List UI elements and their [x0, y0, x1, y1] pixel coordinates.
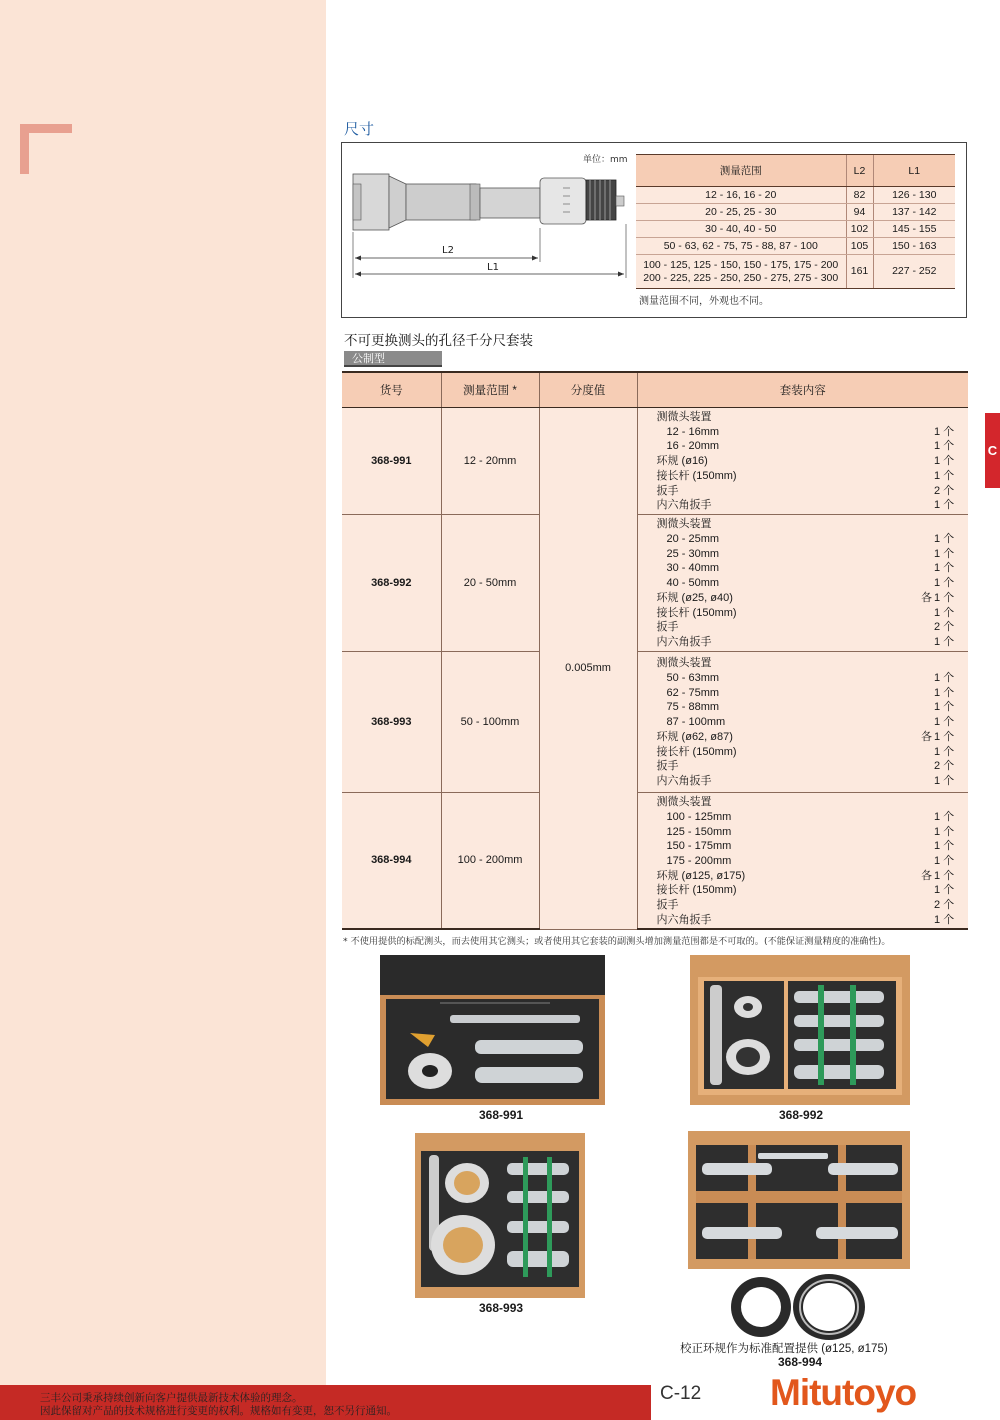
- col-l1: L1: [873, 155, 955, 187]
- l2-cell: 161: [846, 255, 873, 289]
- quantity-value: 1 个: [934, 701, 955, 714]
- quantity-value: 1 个: [934, 499, 955, 512]
- item-name: 测微头装置: [656, 657, 712, 670]
- list-item: [657, 854, 965, 869]
- chapter-tab[interactable]: C: [985, 413, 1000, 488]
- product-code: 368-991: [342, 407, 441, 514]
- list-item: [657, 439, 965, 454]
- list-item: [657, 913, 965, 928]
- list-item: [657, 517, 965, 532]
- col-range: 测量范围 *: [441, 372, 539, 407]
- list-item: [657, 454, 965, 469]
- item-quantity: [920, 576, 964, 591]
- l1-cell: 137 - 142: [873, 204, 955, 221]
- item-quantity: [920, 547, 964, 562]
- section-title: 尺寸: [344, 120, 375, 138]
- set-contents: [637, 407, 968, 514]
- item-name: 100 - 125mm: [666, 810, 732, 823]
- quantity-prefix: 各: [921, 591, 932, 604]
- quantity-value: 1 个: [934, 745, 955, 758]
- set-contents: [637, 792, 968, 929]
- item-name: 内六角扳手: [656, 635, 712, 648]
- table-row: [636, 187, 955, 204]
- metric-tab: 公制型: [344, 351, 442, 366]
- footer-line: 因此保留对产品的技术规格进行变更的权利。规格如有变更，恕不另行通知。: [40, 1405, 397, 1417]
- table-row: [342, 514, 968, 651]
- footnote: * 不使用提供的标配测头，而去使用其它测头；或者使用其它套装的副测头增加测量范围都是不可取的。(不能保证测量精度的准确性)。: [343, 936, 891, 947]
- range-line: 100 - 125, 125 - 150, 150 - 175, 175 - 200: [643, 258, 839, 271]
- item-name: 25 - 30mm: [666, 547, 720, 560]
- l2-cell: 105: [846, 238, 873, 255]
- item-name: 扳手: [656, 484, 679, 497]
- product-code: 368-993: [342, 651, 441, 792]
- list-item: [657, 700, 965, 715]
- item-quantity: [920, 715, 964, 730]
- set-contents: [637, 514, 968, 651]
- item-quantity: [920, 454, 964, 469]
- item-name: 50 - 63mm: [666, 672, 720, 685]
- footer-text: [40, 1392, 397, 1418]
- range-cell: 20 - 25, 25 - 30: [636, 204, 846, 221]
- range-cell: 30 - 40, 40 - 50: [636, 221, 846, 238]
- table-row: [636, 221, 955, 238]
- list-item: [657, 547, 965, 562]
- item-quantity: [920, 620, 964, 635]
- quantity-prefix: 各: [921, 869, 932, 882]
- table-row: [636, 238, 955, 255]
- col-l2: L2: [846, 155, 873, 187]
- measuring-range: 100 - 200mm: [441, 792, 539, 929]
- page-number: C-12: [660, 1383, 702, 1404]
- ring-caption: 校正环规作为标准配置提供 (ø125, ø175): [680, 1343, 888, 1355]
- table-row: [342, 651, 968, 792]
- quantity-value: 1 个: [934, 533, 955, 546]
- list-item: [657, 620, 965, 635]
- left-margin-panel: [0, 0, 326, 1385]
- item-name: 62 - 75mm: [666, 686, 720, 699]
- col-range: 测量范围: [636, 155, 846, 187]
- quantity-value: 1 个: [934, 635, 955, 648]
- list-item: [657, 774, 965, 789]
- quantity-value: 1 个: [934, 577, 955, 590]
- case-368-993-image: [415, 1133, 585, 1298]
- item-name: 87 - 100mm: [666, 716, 726, 729]
- item-quantity: [920, 635, 964, 650]
- item-name: 75 - 88mm: [666, 701, 720, 714]
- list-item: [657, 839, 965, 854]
- col-code: 货号: [342, 372, 441, 407]
- item-quantity: [920, 810, 964, 825]
- list-item: [657, 883, 965, 898]
- item-name: 内六角扳手: [656, 499, 712, 512]
- quantity-value: 1 个: [934, 672, 955, 685]
- quantity-value: 2 个: [934, 760, 955, 773]
- item-quantity: [920, 517, 964, 532]
- case-368-992-image: [690, 955, 910, 1105]
- item-name: 12 - 16mm: [666, 425, 720, 438]
- l2-cell: 102: [846, 221, 873, 238]
- list-item: [657, 469, 965, 484]
- item-name: 40 - 50mm: [666, 577, 720, 590]
- list-item: [657, 715, 965, 730]
- item-name: 扳手: [656, 760, 679, 773]
- graduation: 0.005mm: [539, 407, 637, 929]
- table-row: [342, 792, 968, 929]
- item-quantity: [920, 730, 964, 745]
- quantity-value: 2 个: [934, 898, 955, 911]
- list-item: [657, 686, 965, 701]
- range-line: 200 - 225, 225 - 250, 250 - 275, 275 - 300: [643, 271, 839, 284]
- list-item: [657, 869, 965, 884]
- l2-cell: 94: [846, 204, 873, 221]
- list-item: [657, 810, 965, 825]
- quantity-value: 1 个: [934, 716, 955, 729]
- corner-mark-icon: [20, 124, 72, 174]
- dimension-note: 测量范围不同，外观也不同。: [639, 296, 769, 307]
- col-graduation: 分度值: [539, 372, 637, 407]
- list-item: [657, 898, 965, 913]
- case-368-994-image: [688, 1131, 910, 1269]
- product-section-title: 不可更换测头的孔径千分尺套装: [344, 333, 533, 349]
- photo-label-994: 368-994: [778, 1355, 823, 1369]
- item-quantity: [920, 745, 964, 760]
- item-quantity: [920, 795, 964, 810]
- item-quantity: [920, 498, 964, 513]
- quantity-value: 1 个: [934, 913, 955, 926]
- list-item: [657, 576, 965, 591]
- item-name: 20 - 25mm: [666, 533, 720, 546]
- quantity-value: 1 个: [934, 854, 955, 867]
- item-quantity: [920, 671, 964, 686]
- item-name: 测微头装置: [656, 411, 712, 424]
- quantity-value: 1 个: [934, 686, 955, 699]
- list-item: [657, 532, 965, 547]
- item-name: 测微头装置: [656, 518, 712, 531]
- quantity-value: 1 个: [934, 730, 955, 743]
- case-368-991-image: [380, 955, 605, 1105]
- quantity-value: 2 个: [934, 484, 955, 497]
- item-quantity: [920, 898, 964, 913]
- list-item: [657, 635, 965, 650]
- quantity-value: 1 个: [934, 840, 955, 853]
- item-quantity: [920, 686, 964, 701]
- l2-cell: 82: [846, 187, 873, 204]
- list-item: [657, 656, 965, 671]
- item-name: 环规 (ø16): [656, 455, 708, 468]
- item-quantity: [920, 825, 964, 840]
- quantity-value: 1 个: [934, 810, 955, 823]
- dimension-table: [636, 154, 955, 289]
- quantity-value: 1 个: [934, 606, 955, 619]
- item-quantity: [920, 469, 964, 484]
- list-item: [657, 410, 965, 425]
- quantity-prefix: 各: [921, 730, 932, 743]
- quantity-value: 1 个: [934, 869, 955, 882]
- photo-label-991: 368-991: [479, 1108, 524, 1122]
- item-quantity: [920, 606, 964, 621]
- list-item: [657, 795, 965, 810]
- quantity-value: 1 个: [934, 825, 955, 838]
- item-quantity: [920, 425, 964, 440]
- item-quantity: [920, 656, 964, 671]
- quantity-value: 2 个: [934, 621, 955, 634]
- table-row: [636, 204, 955, 221]
- item-name: 接长杆 (150mm): [656, 884, 737, 897]
- item-name: 30 - 40mm: [666, 562, 720, 575]
- l1-label: L1: [487, 262, 499, 273]
- quantity-value: 1 个: [934, 774, 955, 787]
- quantity-value: 1 个: [934, 425, 955, 438]
- l1-cell: 145 - 155: [873, 221, 955, 238]
- quantity-value: 1 个: [934, 591, 955, 604]
- item-name: 环规 (ø62, ø87): [656, 730, 733, 743]
- item-name: 内六角扳手: [656, 913, 712, 926]
- item-quantity: [920, 484, 964, 499]
- item-name: 环规 (ø25, ø40): [656, 591, 733, 604]
- l1-cell: 126 - 130: [873, 187, 955, 204]
- quantity-value: 1 个: [934, 884, 955, 897]
- item-name: 125 - 150mm: [666, 825, 732, 838]
- product-code: 368-992: [342, 514, 441, 651]
- list-item: [657, 484, 965, 499]
- item-quantity: [920, 532, 964, 547]
- item-name: 接长杆 (150mm): [656, 469, 737, 482]
- item-name: 测微头装置: [656, 796, 712, 809]
- item-quantity: [920, 883, 964, 898]
- item-quantity: [920, 854, 964, 869]
- list-item: [657, 671, 965, 686]
- ring-gauges-image: [725, 1271, 870, 1341]
- item-name: 接长杆 (150mm): [656, 606, 737, 619]
- item-name: 175 - 200mm: [666, 854, 732, 867]
- item-quantity: [920, 759, 964, 774]
- quantity-value: 1 个: [934, 469, 955, 482]
- item-name: 内六角扳手: [656, 774, 712, 787]
- quantity-value: 1 个: [934, 562, 955, 575]
- footer-line: 三丰公司秉承持续创新向客户提供最新技术体验的理念。: [40, 1392, 303, 1404]
- item-quantity: [920, 839, 964, 854]
- item-quantity: [920, 561, 964, 576]
- product-table: [342, 371, 968, 930]
- item-name: 环规 (ø125, ø175): [656, 869, 746, 882]
- table-row: [342, 407, 968, 514]
- unit-label: 单位：mm: [583, 155, 628, 165]
- item-quantity: [920, 591, 964, 606]
- list-item: [657, 745, 965, 760]
- quantity-value: 1 个: [934, 547, 955, 560]
- l2-label: L2: [442, 245, 454, 256]
- table-row: [636, 255, 955, 289]
- l1-cell: 227 - 252: [873, 255, 955, 289]
- item-name: 16 - 20mm: [666, 440, 720, 453]
- item-quantity: [920, 439, 964, 454]
- brand-logo[interactable]: Mitutoyo: [770, 1372, 917, 1413]
- list-item: [657, 606, 965, 621]
- list-item: [657, 591, 965, 606]
- range-cell: 50 - 63, 62 - 75, 75 - 88, 87 - 100: [636, 238, 846, 255]
- item-quantity: [920, 700, 964, 715]
- item-quantity: [920, 869, 964, 884]
- item-quantity: [920, 410, 964, 425]
- micrometer-drawing: [348, 166, 633, 281]
- col-contents: 套装内容: [637, 372, 968, 407]
- item-name: 扳手: [656, 621, 679, 634]
- range-cell: [636, 255, 846, 289]
- measuring-range: 50 - 100mm: [441, 651, 539, 792]
- range-cell: 12 - 16, 16 - 20: [636, 187, 846, 204]
- item-quantity: [920, 913, 964, 928]
- set-contents: [637, 651, 968, 792]
- photo-label-992: 368-992: [779, 1108, 824, 1122]
- item-quantity: [920, 774, 964, 789]
- list-item: [657, 825, 965, 840]
- item-name: 150 - 175mm: [666, 840, 732, 853]
- list-item: [657, 759, 965, 774]
- list-item: [657, 730, 965, 745]
- item-name: 扳手: [656, 898, 679, 911]
- l1-cell: 150 - 163: [873, 238, 955, 255]
- quantity-value: 1 个: [934, 455, 955, 468]
- list-item: [657, 425, 965, 440]
- divider: [344, 365, 442, 367]
- list-item: [657, 498, 965, 513]
- photo-label-993: 368-993: [479, 1301, 524, 1315]
- item-name: 接长杆 (150mm): [656, 745, 737, 758]
- product-code: 368-994: [342, 792, 441, 929]
- list-item: [657, 561, 965, 576]
- measuring-range: 20 - 50mm: [441, 514, 539, 651]
- quantity-value: 1 个: [934, 440, 955, 453]
- measuring-range: 12 - 20mm: [441, 407, 539, 514]
